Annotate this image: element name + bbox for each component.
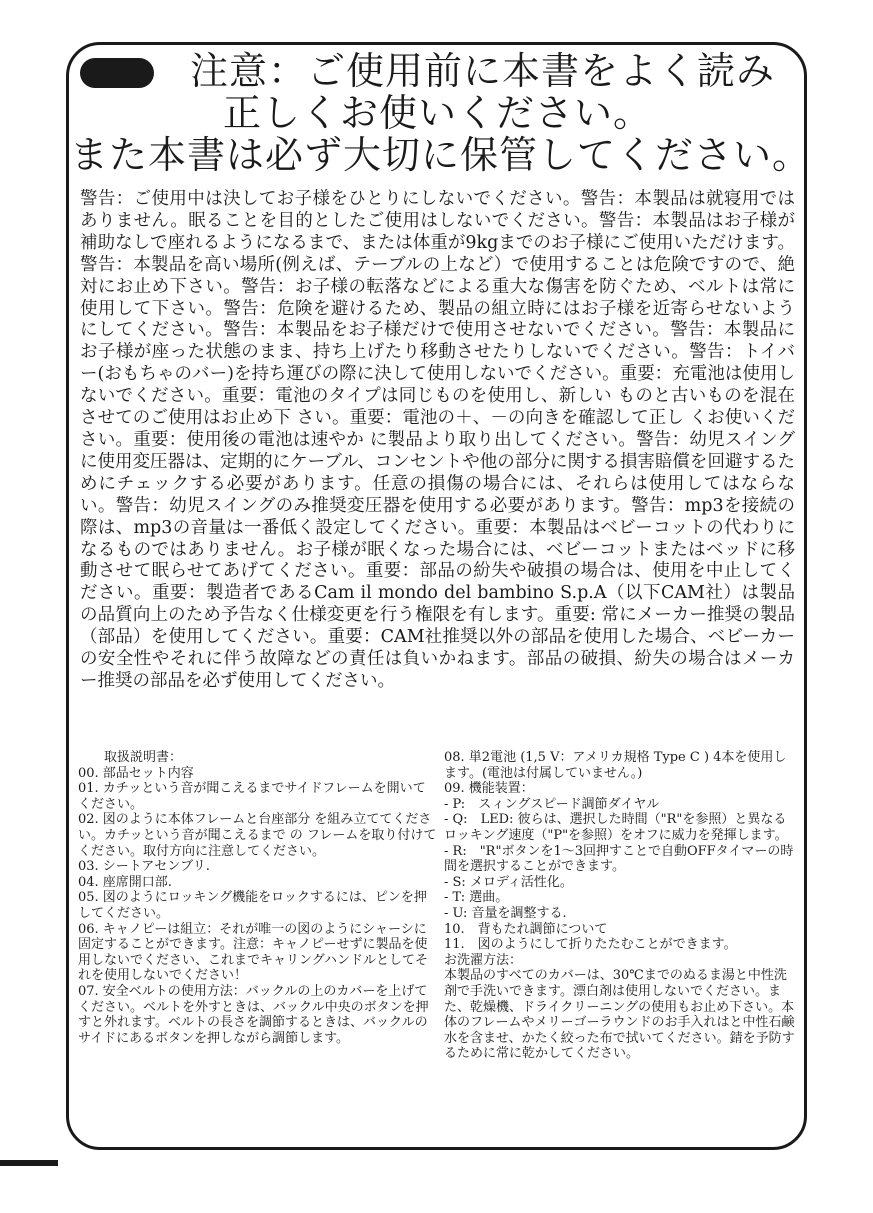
instruction-item: 09. 機能装置：	[444, 781, 534, 797]
instruction-item: 本製品のすべてのカバーは、30℃までのぬるま湯と中性洗剤で手洗いできます。漂白剤は使用しないでください。また、乾燥機、ドライクリーニングの使用もお止め下さい。本体のフレームやメリーゴーラウンドのお手入れはと中性石鹸水を含ませ、かたく絞った布で拭いてください。錆を予防するために常に乾かしてください。	[444, 968, 795, 1062]
instruction-item: - Q: LED: 彼らは、選択した時間（"R"を参照）と異なるロッキング速度（"P"を参照）をオフに威力を発揮します。	[444, 812, 788, 843]
instruction-item: - R: "R"ボタンを1～3回押すことで自動OFFタイマーの時間を選択することができます。	[444, 843, 794, 875]
instruction-item: 11. 図のようにして折りたたむことができます。	[444, 937, 737, 953]
instruction-item: 08. 単2電池 (1,5 V：アメリカ規格 Type C ) 4本を使用します。(電池は付属していません。)	[444, 750, 787, 781]
instruction-item: - U: 音量を調整する.	[444, 905, 567, 921]
instruction-item: - S: メロディ活性化。	[444, 874, 573, 890]
title-line-3: また本書は必ず大切に保管してください。	[70, 133, 812, 177]
instruction-item: - T: 選曲。	[444, 890, 509, 906]
title-line-2: 正しくお使いください。	[222, 91, 652, 135]
instruction-item: 01. カチッという音が聞こえるまでサイドフレームを開いてください。	[78, 781, 426, 812]
instruction-item: 00. 部品セット内容	[78, 765, 194, 781]
title-line-1: 注意：ご使用前に本書をよく読み	[189, 49, 775, 93]
instruction-item: 03. シートアセンブリ.	[78, 859, 210, 875]
instruction-item: 02. 図のように本体フレームと台座部分 を組み立ててください。カチッという音が聞こえるまで の フレームを取り付けてください。取付方向に注意してください。	[78, 812, 437, 859]
instruction-item: 取扱説明書：	[78, 750, 183, 765]
instruction-item: 06. キャノピーは組立：それが唯一の図のようにシャーシに固定することができます。注意：キャノピーせずに製品を使用しないでください、これまでキャリングハンドルとしてそれを使用しないでください！	[78, 921, 428, 984]
instruction-item: - P: スィングスピード調節ダイヤル	[444, 796, 660, 812]
instructions-right-column	[444, 750, 799, 1135]
page-edge-bar	[0, 1160, 58, 1166]
page-title	[70, 49, 812, 177]
instruction-item: 05. 図のようにロッキング機能をロックするには、ピンを押してください。	[78, 890, 427, 921]
instruction-item: 07. 安全ベルトの使用方法：バックルの上のカバーを上げてください。ベルトを外すときは、バックル中央のボタンを押すと外れます。ベルトの長さを調節するときは、バックルのサイドにあるボタンを押しながら調節します。	[78, 983, 429, 1046]
warnings-paragraph: 警告：ご使用中は決してお子様をひとりにしないでください。警告：本製品は就寝用ではありません。眠ることを目的としたご使用はしないでください。警告：本製品はお子様が補助なしで座れるようになるまで、または体重が9kgまでのお子様にご使用いただけます。警告：本製品を高い場所(例えば、テーブルの上など）で使用することは危険ですので、絶対にお止め下さい。警告：お子様の転落などによる重大な傷害を防ぐため、ベルトは常に使用して下さい。警告：危険を避けるため、製品の組立時にはお子様を近寄らせないようにしてください。警告：本製品をお子様だけで使用させないでください。警告：本製品にお子様が座った状態のまま、持ち上げたり移動させたりしないでください。警告：トイバー(おもちゃのバー)を持ち運びの際に決して使用しないでください。重要：充電池は使用しないでください。重要：電池のタイプは同じものを使用し、新しい ものと古いものを混在させてのご使用はお止め下 さい。重要：電池の＋、－の向きを確認して正し くお使いください。重要：使用後の電池は速やか に製品より取り出してください。警告：幼児スイングに使用変圧器は、定期的にケーブル、コンセントや他の部分に関する損害賠償を回避するためにチェックする必要があります。任意の損傷の場合には、それらは使用してはならない。警告：幼児スイングのみ推奨変圧器を使用する必要があります。警告：mp3を接続の際は、mp3の音量は一番低く設定してください。重要：本製品はベビーコットの代わりになるものではありません。お子様が眠くなった場合には、ベビーコットまたはベッドに移動させて眠らせてあげてください。重要：部品の紛失や破損の場合は、使用を中止してください。重要：製造者であるCam il mondo del bambino S.p.A（以下CAM社）は製品の品質向上のため予告なく仕様変更を行う権限を有します。重要: 常にメーカー推奨の製品（部品）を使用してください。重要：CAM社推奨以外の部品を使用した場合、ベビーカーの安全性やそれに伴う故障などの責任は負いかねます。部品の破損、紛失の場合はメーカー推奨の部品を必ず使用してください。	[80, 189, 795, 691]
instructions-left-column	[78, 750, 438, 1130]
instruction-item: 10. 背もたれ調節について	[444, 921, 608, 937]
instruction-item: お洗濯方法：	[444, 952, 523, 968]
instruction-item: 04. 座席開口部.	[78, 874, 172, 890]
